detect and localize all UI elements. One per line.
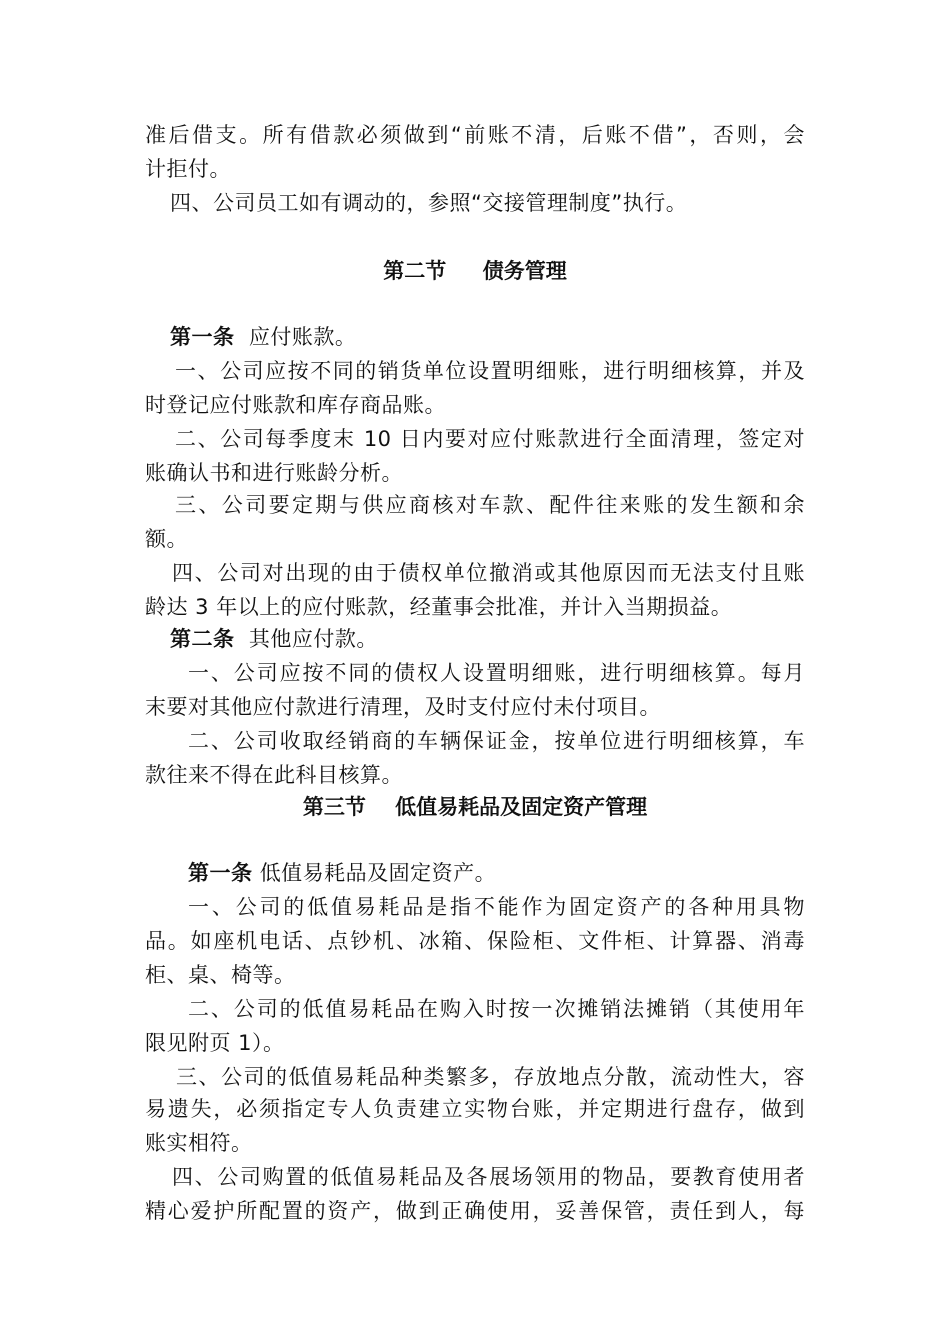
article-title: 其他应付款。 <box>248 627 378 651</box>
paragraph-line: 三、公司要定期与供应商核对车款、配件往来账的发生额和余 <box>175 493 805 517</box>
paragraph-line: 计拒付。 <box>145 157 231 181</box>
paragraph-line: 四、公司员工如有调动的，参照“交接管理制度”执行。 <box>170 191 688 215</box>
paragraph-line: 二、公司收取经销商的车辆保证金，按单位进行明细核算，车 <box>188 729 805 753</box>
paragraph-line: 四、公司对出现的由于债权单位撤消或其他原因而无法支付且账 <box>172 561 805 585</box>
paragraph-line: 时登记应付账款和库存商品账。 <box>145 393 446 417</box>
paragraph-line: 账确认书和进行账龄分析。 <box>145 461 403 485</box>
section-heading-2: 第二节 债务管理 <box>383 259 567 283</box>
article-heading <box>188 859 496 887</box>
article-label: 第一条 <box>170 325 235 349</box>
paragraph-line: 末要对其他应付款进行清理，及时支付应付未付项目。 <box>145 695 661 719</box>
article-label: 第一条 <box>188 861 253 885</box>
paragraph-line: 限见附页 1）。 <box>145 1031 285 1055</box>
paragraph-line: 二、公司每季度末 10 日内要对应付账款进行全面清理，签定对 <box>175 427 805 451</box>
article-title: 低值易耗品及固定资产。 <box>259 861 497 885</box>
article-label: 第二条 <box>170 627 235 651</box>
paragraph-line: 四、公司购置的低值易耗品及各展场领用的物品，要教育使用者 <box>172 1165 805 1189</box>
paragraph-line: 二、公司的低值易耗品在购入时按一次摊销法摊销（其使用年 <box>188 997 805 1021</box>
paragraph-line: 三、公司的低值易耗品种类繁多，存放地点分散，流动性大，容 <box>176 1065 805 1089</box>
paragraph-line: 一、公司应按不同的销货单位设置明细账，进行明细核算，并及 <box>175 359 805 383</box>
paragraph-line: 准后借支。所有借款必须做到“前账不清，后账不借”，否则，会 <box>145 123 805 147</box>
section-heading-3: 第三节 低值易耗品及固定资产管理 <box>302 795 648 819</box>
paragraph-line: 一、公司的低值易耗品是指不能作为固定资产的各种用具物 <box>188 895 805 919</box>
article-heading <box>170 625 378 653</box>
paragraph-line: 账实相符。 <box>145 1131 253 1155</box>
paragraph-line: 龄达 3 年以上的应付账款，经董事会批准，并计入当期损益。 <box>145 595 733 619</box>
article-title: 应付账款。 <box>248 325 357 349</box>
paragraph-line: 一、公司应按不同的债权人设置明细账，进行明细核算。每月 <box>188 661 805 685</box>
paragraph-line: 额。 <box>145 527 188 551</box>
paragraph-line: 精心爱护所配置的资产，做到正确使用，妥善保管，责任到人，每 <box>145 1199 805 1223</box>
paragraph-line: 易遗失，必须指定专人负责建立实物台账，并定期进行盘存，做到 <box>145 1097 805 1121</box>
article-heading <box>170 323 356 351</box>
paragraph-line: 柜、桌、椅等。 <box>145 963 296 987</box>
paragraph-line: 款往来不得在此科目核算。 <box>145 763 403 787</box>
paragraph-line: 品。如座机电话、点钞机、冰箱、保险柜、文件柜、计算器、消毒 <box>145 929 805 953</box>
